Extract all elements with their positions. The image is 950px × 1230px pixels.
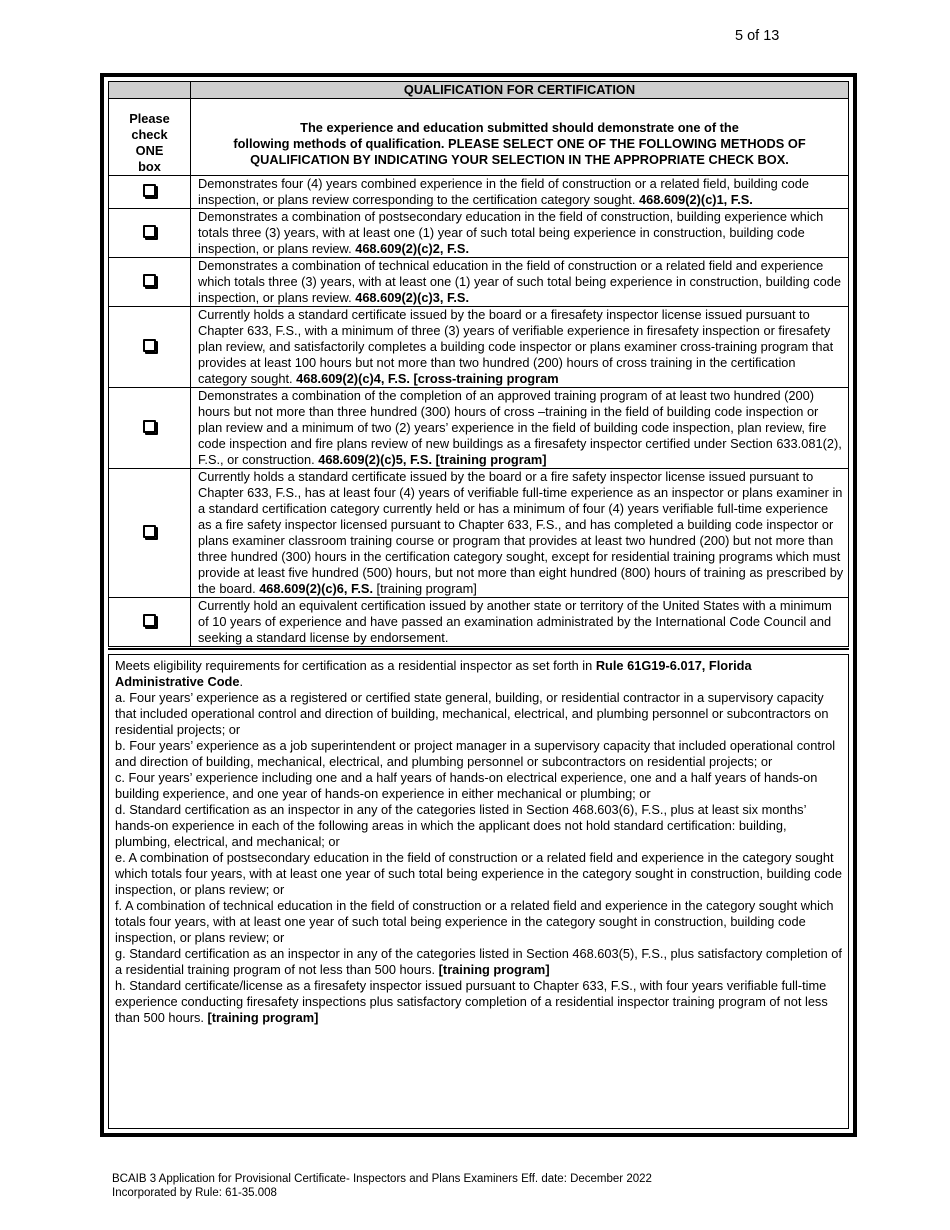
option-6-checkbox[interactable] <box>143 525 156 538</box>
residential-item-c: c. Four years’ experience including one and a half years of hands-on electrical experience, one and a half years of hands-on building experience, and one year of hands-on experience in either mechanical or plumbing; or <box>115 770 818 801</box>
option-2-text: Demonstrates a combination of postsecondary education in the field of construction, building experience which totals three (3) years, with at least one (1) year of such total being experience in construction, building code inspection, or plans review. 468.609(2)(c)2, F.S. <box>191 209 849 258</box>
option-7-text: Currently hold an equivalent certification issued by another state or territory of the United States with a minimum of 10 years of experience and have passed an examination administrated by the International Code Council and seeking a standard license by endorsement. <box>191 598 849 647</box>
header-blank-cell <box>109 82 191 99</box>
check-header-line: box <box>138 159 161 174</box>
option-7-checkbox[interactable] <box>143 614 156 627</box>
footer-form-title: BCAIB 3 Application for Provisional Certificate- Inspectors and Plans Examiners Eff. date: December 2022 <box>112 1173 652 1185</box>
option-row <box>109 469 849 598</box>
option-3-text: Demonstrates a combination of technical education in the field of construction or a related field and experience which totals three (3) years, with at least one (1) year of such total being experience in construction, building code inspection, or plans review. 468.609(2)(c)3, F.S. <box>191 258 849 307</box>
option-1-checkbox[interactable] <box>143 184 156 197</box>
residential-item-f: f. A combination of technical education in the field of construction or a related field and experience in the category sought which totals four years, with at least one year of such total being experience in the category sought in construction, building code inspection, or plans review; or <box>115 898 834 945</box>
option-3-checkbox[interactable] <box>143 274 156 287</box>
option-row <box>109 598 849 647</box>
checkbox-cell <box>109 598 191 647</box>
option-row <box>109 176 849 209</box>
residential-intro: Meets eligibility requirements for certification as a residential inspector as set forth in Rule 61G19-6.017, Florida Administrative Code. <box>115 658 752 689</box>
checkbox-cell <box>109 469 191 598</box>
check-column-header <box>109 99 191 176</box>
page-footer <box>112 1172 652 1200</box>
check-header-line: ONE <box>135 143 164 158</box>
option-4-checkbox[interactable] <box>143 339 156 352</box>
checkbox-cell <box>109 258 191 307</box>
instructions <box>191 99 849 176</box>
option-row <box>109 209 849 258</box>
checkbox-cell <box>109 209 191 258</box>
residential-inspector-section <box>108 654 849 1129</box>
option-row <box>109 307 849 388</box>
check-header-line: Please <box>129 111 170 126</box>
residential-item-b: b. Four years’ experience as a job superintendent or project manager in a supervisory capacity that included operational control and direction of building, mechanical, electrical, and plumbing personnel or subcontractors on residential projects; or <box>115 738 836 769</box>
qualification-form <box>100 73 857 1137</box>
residential-item-a: a. Four years’ experience as a registered or certified state general, building, or residential contractor in a supervisory capacity that included operational control and direction of building, mechanical, electrical, and plumbing personnel or subcontractors on residential projects; or <box>115 690 829 737</box>
instructions-line: following methods of qualification. PLEASE SELECT ONE OF THE FOLLOWING METHODS OF QUALIFICATION BY INDICATING YOUR SELECTION IN THE APPROPRIATE CHECK BOX. <box>233 136 806 167</box>
qualification-table <box>108 81 849 647</box>
check-header-line: check <box>131 127 168 142</box>
option-6-text: Currently holds a standard certificate issued by the board or a fire safety inspector license issued pursuant to Chapter 633, F.S., has at least four (4) years of verifiable full-time experience as an inspector or plans examiner in a standard certification category currently held or has a minimum of four (4) years verifiable full-time experience as a fire safety inspector licensed pursuant to Chapter 633, F.S., and has completed a building code inspector or plans examiner classroom training course or program that provides at least two hundred (200) but not more than three hundred (300) hours in the certification category sought, except for residential training programs which must provide at least five hundred (500) hours, but not more than eight hundred (800) hours of training as prescribed by the board. 468.609(2)(c)6, F.S. [training program] <box>191 469 849 598</box>
residential-item-e: e. A combination of postsecondary education in the field of construction or a related field and experience in the category sought which totals four years, with at least one year of such total being experience in the category sought in construction, building code inspection, or plans review; or <box>115 850 843 897</box>
option-5-checkbox[interactable] <box>143 420 156 433</box>
page-number: 5 of 13 <box>735 28 780 44</box>
option-4-text: Currently holds a standard certificate issued by the board or a firesafety inspector license issued pursuant to Chapter 633, F.S., with a minimum of three (3) years of verifiable experience in firesafety inspection or firesafety plan review, and satisfactorily completes a building code inspector or plans examiner cross-training program that provides at least 100 hours but not more than two hundred (200) hours of cross training in the certification category sought. 468.609(2)(c)4, F.S. [cross-training program <box>191 307 849 388</box>
residential-item-h: h. Standard certificate/license as a firesafety inspector issued pursuant to Chapter 633, F.S., with four years verifiable full-time experience conducting firesafety inspections plus satisfactory completion of a residential inspector training program of not less than 500 hours. [training program] <box>115 978 828 1025</box>
option-row <box>109 258 849 307</box>
checkbox-cell <box>109 307 191 388</box>
option-row <box>109 388 849 469</box>
option-5-text: Demonstrates a combination of the completion of an approved training program of at least two hundred (200) hours but not more than three hundred (300) hours of cross –training in the field of building code inspection or plan review and a minimum of two (2) years’ experience in the field of building code inspection, plan review, fire code inspection and fire plans review of new buildings as a firesafety inspector certified under Section 633.081(2), F.S., or construction. 468.609(2)(c)5, F.S. [training program] <box>191 388 849 469</box>
option-2-checkbox[interactable] <box>143 225 156 238</box>
footer-rule: Incorporated by Rule: 61-35.008 <box>112 1187 277 1199</box>
residential-item-g: g. Standard certification as an inspector in any of the categories listed in Section 468.603(5), F.S., plus satisfactory completion of a residential training program of not less than 500 hours. [training program] <box>115 946 842 977</box>
checkbox-cell <box>109 388 191 469</box>
table-title: QUALIFICATION FOR CERTIFICATION <box>191 82 849 99</box>
option-1-text: Demonstrates four (4) years combined experience in the field of construction or a related field, building code inspection, or plans review corresponding to the certification category sought. 468.609(2)(c)1, F.S. <box>191 176 849 209</box>
checkbox-cell <box>109 176 191 209</box>
instructions-line: The experience and education submitted should demonstrate one of the <box>300 120 739 135</box>
residential-item-d: d. Standard certification as an inspector in any of the categories listed in Section 468.603(6), F.S., plus at least six months’ hands-on experience in each of the following areas in which the applicant does not hold standard certification: building, plumbing, electrical, and mechanical; or <box>115 802 806 849</box>
